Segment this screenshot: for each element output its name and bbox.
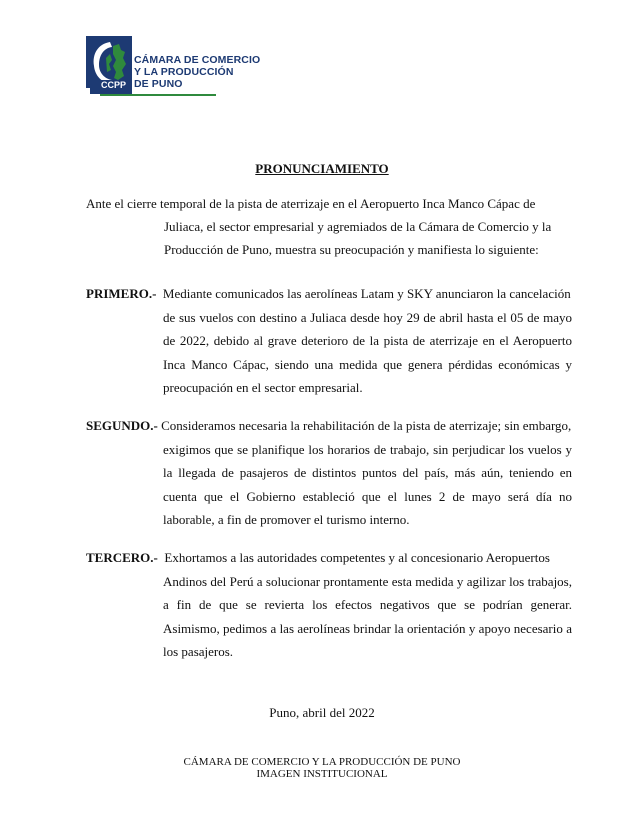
section-head-text: Mediante comunicados las aerolíneas Latam y SKY anunciaron la cancelación xyxy=(162,286,571,301)
ccpp-logo xyxy=(86,36,266,98)
section-head-text: Exhortamos a las autoridades competentes y al concesionario Aeropuertos xyxy=(164,550,550,565)
logo-name xyxy=(134,54,274,90)
logo-line1: CÁMARA DE COMERCIO xyxy=(134,54,261,66)
place-date: Puno, abril del 2022 xyxy=(269,705,375,720)
section-segundo xyxy=(86,414,572,532)
section-body: Andinos del Perú a solucionar prontamente esta medida y agilizar los trabajos, a fin de que se revierta los efectos negativos que se podrían generar. Asimismo, pedimos a las aerolíneas brindar la orientación y apoyo necesario a los pasajeros. xyxy=(163,573,572,659)
section-label: SEGUNDO.- xyxy=(86,418,158,433)
footer xyxy=(0,756,644,780)
intro-rest: Juliaca, el sector empresarial y agremiados de la Cámara de Comercio y la Producción de Puno, muestra su preocupación y manifiesta lo siguiente: xyxy=(164,219,552,257)
section-label: PRIMERO.- xyxy=(86,286,157,301)
section-body: de sus vuelos con destino a Juliaca desde hoy 29 de abril hasta el 05 de mayo de 2022, debido al grave deterioro de la pista de aterrizaje en el Aeropuerto Inca Manco Cápac, siendo una medida que genera pérdidas económicas y preocupación en el sector empresarial. xyxy=(163,309,572,395)
intro-first-line: Ante el cierre temporal de la pista de aterrizaje en el Aeropuerto Inca Manco Cápac de xyxy=(86,196,536,211)
logo-abbr: CCPP xyxy=(101,80,127,90)
footer-line2: IMAGEN INSTITUCIONAL xyxy=(256,768,388,780)
section-label: TERCERO.- xyxy=(86,550,158,565)
logo-line2: Y LA PRODUCCIÓN xyxy=(134,66,234,78)
logo-line3: DE PUNO xyxy=(134,78,183,90)
section-head-text: Consideramos necesaria la rehabilitación de la pista de aterrizaje; sin embargo, xyxy=(161,418,572,433)
footer-line1: CÁMARA DE COMERCIO Y LA PRODUCCIÓN DE PUNO xyxy=(183,756,461,768)
section-primero xyxy=(86,282,572,400)
document-title: PRONUNCIAMIENTO xyxy=(255,161,389,176)
section-body: exigimos que se planifique los horarios de trabajo, sin perjudicar los vuelos y la llegada de pasajeros de distintos puntos del país, más aún, teniendo en cuenta que el Gobierno estableció que el lunes 2 de mayo será día no laborable, a fin de promover el turismo interno. xyxy=(163,441,572,527)
section-tercero xyxy=(86,546,572,664)
intro-paragraph xyxy=(86,192,556,261)
logo-underline xyxy=(100,94,216,96)
